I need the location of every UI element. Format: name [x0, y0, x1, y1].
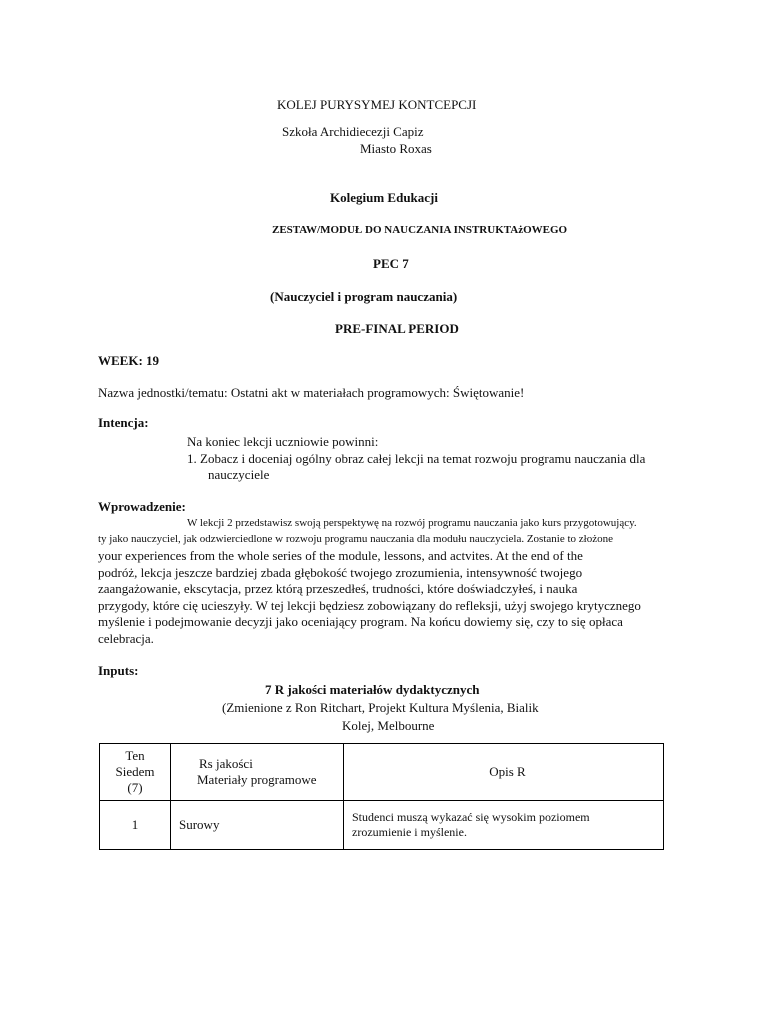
header-cell-quality [171, 744, 344, 801]
city-name: Miasto Roxas [360, 141, 432, 156]
row-number: 1 [131, 817, 139, 832]
intro-line: myślenie i podejmowanie decyzji jako oceniający program. Na końcu dowiemy się, czy to się opłaca [98, 614, 623, 629]
intention-item-1-continuation: nauczyciele [208, 467, 270, 482]
table-header-row [100, 744, 664, 801]
quality-table [99, 743, 664, 850]
intro-line: ty jako nauczyciel, jak odzwierciedlone w rozwoju programu nauczania dla modułu nauczyciela. Zostanie to złożone [98, 533, 613, 545]
row-number-cell [100, 801, 171, 850]
row-description-cell [344, 801, 664, 850]
inputs-heading: Inputs: [98, 663, 139, 678]
header-description: Opis R [489, 764, 526, 779]
header-quality-line: Materiały programowe [197, 772, 317, 787]
intention-lead: Na koniec lekcji uczniowie powinni: [187, 434, 379, 449]
header-number-line: Ten [125, 748, 145, 763]
intro-line: celebracja. [98, 631, 154, 646]
inputs-source-line-2: Kolej, Melbourne [342, 718, 435, 733]
inputs-source-line-1: (Zmienione z Ron Ritchart, Projekt Kultura Myślenia, Bialik [222, 700, 539, 715]
module-set-title: ZESTAW/MODUŁ DO NAUCZANIA INSTRUKTAżOWEGO [272, 224, 568, 236]
intro-line: podróż, lekcja jeszcze bardziej zbada głębokość twojego zrozumienia, intensywność twojego [98, 565, 583, 580]
intro-line: zaangażowanie, ekscytacja, przez którą przeszedłeś, trudności, które doświadczyłeś, i nauka [98, 581, 578, 596]
period-title: PRE-FINAL PERIOD [335, 321, 459, 336]
row-description-line: Studenci muszą wykazać się wysokim poziomem [352, 810, 590, 824]
header-cell-number [100, 744, 171, 801]
inputs-title: 7 R jakości materiałów dydaktycznych [265, 682, 480, 697]
header-cell-description [344, 744, 664, 801]
intro-line: W lekcji 2 przedstawisz swoją perspektywę na rozwój programu nauczania jako kurs przygotowujący. [187, 517, 637, 529]
row-name-cell [171, 801, 344, 850]
week-label: WEEK: 19 [98, 353, 160, 368]
course-code: PEC 7 [373, 256, 409, 271]
school-name: Szkoła Archidiecezji Capiz [282, 124, 424, 139]
header-number-line: (7) [127, 780, 143, 795]
header-number-line: Siedem [115, 764, 155, 779]
intention-item-1: 1. Zobacz i doceniaj ogólny obraz całej lekcji na temat rozwoju programu nauczania dla [187, 451, 646, 466]
introduction-heading: Wprowadzenie: [98, 499, 186, 514]
row-description-line: zrozumienie i myślenie. [352, 825, 467, 839]
intention-heading: Intencja: [98, 415, 149, 430]
intro-line: your experiences from the whole series of the module, lessons, and actvites. At the end of the [98, 548, 583, 563]
table-row [100, 801, 664, 850]
department-name: Kolegium Edukacji [330, 190, 438, 205]
college-name: KOLEJ PURYSYMEJ KONTCEPCJI [277, 97, 477, 112]
row-name: Surowy [179, 817, 220, 832]
unit-topic: Nazwa jednostki/tematu: Ostatni akt w materiałach programowych: Świętowanie! [98, 385, 525, 400]
intro-line: przygody, które cię ucieszyły. W tej lekcji będziesz zobowiązany do refleksji, użyj swojego krytycznego [98, 598, 641, 613]
course-name: (Nauczyciel i program nauczania) [270, 289, 458, 304]
header-quality-line: Rs jakości [199, 756, 253, 771]
